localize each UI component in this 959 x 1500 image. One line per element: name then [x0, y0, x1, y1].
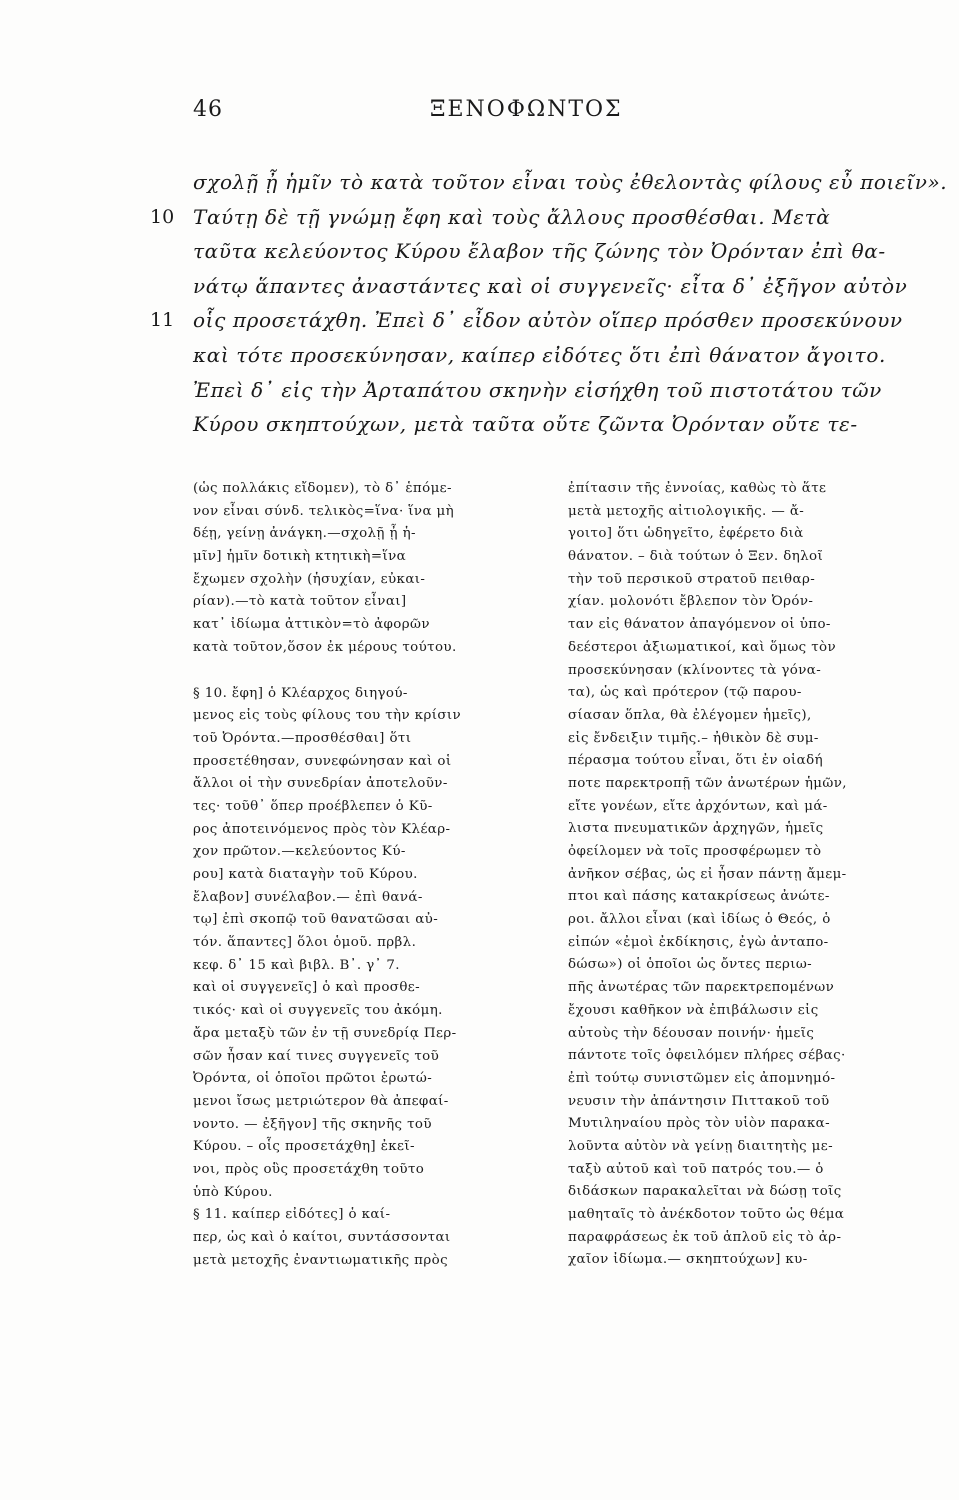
- note-line: λιστα πνευματικῶν ἀρχηγῶν, ἡμεῖς: [568, 821, 824, 837]
- note-line: τα), ὡς καὶ πρότερον (τῷ παρου-: [568, 685, 802, 701]
- note-line: χίαν. μολονότι ἔβλεπον τὸν Ὀρόν-: [568, 594, 814, 610]
- line-number: 10: [150, 205, 175, 228]
- note-line: ὀφείλομεν νὰ τοῖς προσφέρωμεν τὸ: [568, 844, 822, 859]
- note-line: ἐπίτασιν τῆς ἐννοίας, καθὼς τὸ ἅτε: [568, 481, 827, 496]
- main-greek-text: [150, 165, 948, 442]
- note-line: τῳ] ἐπὶ σκοπῷ τοῦ θανατῶσαι αὐ-: [193, 912, 439, 928]
- line-text: ταῦτα κελεύοντος Κύρου ἔλαβον τῆς ζώνης τὸν Ὀρόνταν ἐπὶ θα-: [193, 239, 886, 264]
- note-line: ταξὺ αὐτοῦ καὶ τοῦ πατρός του.— ὁ: [568, 1161, 824, 1177]
- note-line: προσεκύνησαν (κλίνοντες τὰ γόνα-: [568, 662, 822, 678]
- note-line: μῖν] ἡμῖν δοτικὴ κτητικὴ=ἵνα: [193, 549, 407, 565]
- note-line: εἴτε γονέων, εἴτε ἀρχόντων, καὶ μά-: [568, 798, 828, 814]
- note-line: ρίαν).—τὸ κατὰ τοῦτον εἶναι]: [193, 594, 407, 610]
- note-line: πτοι καὶ πάσης κατακρίσεως ἀνώτε-: [568, 889, 830, 905]
- commentary-right-column: [568, 478, 920, 1272]
- note-line: χον πρῶτον.—κελεύοντος Κύ-: [193, 844, 406, 860]
- note-line: μαθηταῖς τὸ ἀνέκδοτον τοῦτο ὡς θέμα: [568, 1207, 845, 1222]
- note-line: ἔχωμεν σχολὴν (ἡσυχίαν, εὐκαι-: [193, 571, 426, 587]
- text-line: [150, 234, 920, 269]
- line-text: Ἐπεὶ δ᾽ εἰς τὴν Ἀρταπάτου σκηνὴν εἰσήχθη τοῦ πιστοτάτου τῶν: [193, 377, 882, 402]
- note-line: πάντοτε τοῖς ὀφειλόμεν πλήρες σέβας·: [568, 1048, 846, 1064]
- note-line: ἄρα μεταξὺ τῶν ἐν τῇ συνεδρίᾳ Περ-: [193, 1025, 457, 1041]
- note-line: νοντο. — ἐξῆγον] τῆς σκηνῆς τοῦ: [193, 1116, 432, 1132]
- note-line: ρος ἀποτεινόμενος πρὸς τὸν Κλέαρ-: [193, 821, 451, 837]
- text-line: [150, 269, 920, 304]
- note-line: γοιτο] ὅτι ὡδηγεῖτο, ἐφέρετο διὰ: [568, 526, 804, 542]
- note-line: ὑπὸ Κύρου.: [193, 1184, 273, 1200]
- line-text: σχολῇ ᾖ ἡμῖν τὸ κατὰ τοῦτον εἶναι τοὺς ἐθελοντὰς φίλους εὖ ποιεῖν».: [193, 170, 948, 194]
- page-header: [0, 97, 959, 127]
- note-line: τόν. ἅπαντες] ὅλοι ὁμοῦ. πρβλ.: [193, 935, 417, 951]
- note-line: ἐπὶ τούτῳ συνιστῶμεν εἰς ἀπομνημό-: [568, 1070, 836, 1086]
- note-line: πῆς ἀνωτέρας τῶν παρεκτρεπομένων: [568, 980, 835, 996]
- note-line: θάνατον. – διὰ τούτων ὁ Ξεν. δηλοῖ: [568, 549, 824, 565]
- note-line: σῶν ἦσαν καί τινες συγγενεῖς τοῦ: [193, 1048, 440, 1064]
- note-line: παραφράσεως ἐκ τοῦ ἁπλοῦ εἰς τὸ ἀρ-: [568, 1229, 842, 1245]
- text-line: [150, 373, 920, 408]
- note-line: καὶ οἱ συγγενεῖς] ὁ καὶ προσθε-: [193, 980, 421, 996]
- note-line: ταν εἰς θάνατον ἀπαγόμενον οἱ ὑπο-: [568, 617, 831, 633]
- note-line: λοῦντα αὐτὸν νὰ γείνῃ διαιτητὴς με-: [568, 1138, 834, 1154]
- note-line: τοῦ Ὀρόντα.—προσθέσθαι] ὅτι: [193, 730, 412, 746]
- note-line: ροι. ἄλλοι εἶναι (καὶ ἰδίως ὁ Θεός, ὁ: [568, 912, 831, 928]
- note-line: αὐτοὺς τὴν δέουσαν ποινήν· ἡμεῖς: [568, 1025, 815, 1041]
- note-line: προσετέθησαν, συνεφώνησαν καὶ οἱ: [193, 753, 452, 769]
- note-line: τικός· καὶ οἱ συγγενεῖς του ἀκόμη.: [193, 1003, 443, 1019]
- note-line: § 11. καίπερ εἰδότες] ὁ καί-: [193, 1207, 391, 1223]
- note-line: Ὀρόντα, οἱ ὁποῖοι πρῶτοι ἐρωτώ-: [193, 1071, 433, 1087]
- line-number: 11: [150, 309, 175, 332]
- note-line: κατὰ τοῦτον,ὅσον ἐκ μέρους τούτου.: [193, 639, 457, 655]
- line-text: οἷς προσετάχθη. Ἐπεὶ δ᾽ εἶδον αὐτὸν οἵπερ πρόσθεν προσεκύνουν: [193, 308, 903, 333]
- text-line: [150, 165, 948, 200]
- note-line: ἔλαβον] συνέλαβον.— ἐπὶ θανά-: [193, 889, 423, 905]
- note-line: κατ᾽ ἰδίωμα ἀττικὸν=τὸ ἀφορῶν: [193, 617, 430, 633]
- text-line: [150, 200, 920, 235]
- note-line: εἰπών «ἐμοὶ ἐκδίκησις, ἐγὼ ἀνταπο-: [568, 934, 829, 950]
- paragraph-gap: [193, 660, 558, 683]
- note-line: ἄλλοι οἱ τὴν συνεδρίαν ἀποτελοῦν-: [193, 776, 448, 792]
- text-line: [150, 303, 920, 338]
- note-line: διδάσκων παρακαλεῖται νὰ δώσῃ τοῖς: [568, 1184, 842, 1200]
- note-line: πέρασμα τούτου εἶναι, ὅτι ἐν οἱαδή: [568, 753, 824, 769]
- note-line: τὴν τοῦ περσικοῦ στρατοῦ πειθαρ-: [568, 571, 816, 587]
- text-line: [150, 338, 920, 373]
- line-text: νάτῳ ἅπαντες ἀναστάντες καὶ οἱ συγγενεῖς· εἶτα δ᾽ ἐξῆγον αὐτὸν: [193, 273, 908, 298]
- note-line: δέῃ, γείνῃ ἀνάγκη.—σχολῇ ᾖ ἡ-: [193, 526, 416, 542]
- line-text: Κύρου σκηπτούχων, μετὰ ταῦτα οὔτε ζῶντα Ὀρόνταν οὔτε τε-: [193, 412, 858, 437]
- note-line: ἔχουσι καθῆκον νὰ ἐπιβάλωσιν εἰς: [568, 1002, 819, 1018]
- note-line: Μυτιληναίου πρὸς τὸν υἱὸν παρακα-: [568, 1116, 831, 1132]
- note-line: κεφ. δ᾽ 15 καὶ βιβλ. Β᾽. γ᾽ 7.: [193, 957, 400, 973]
- line-text: Ταύτῃ δὲ τῇ γνώμῃ ἔφη καὶ τοὺς ἄλλους προσθέσθαι. Μετὰ: [193, 204, 831, 229]
- note-line: νοι, πρὸς οὓς προσετάχθη τοῦτο: [193, 1161, 425, 1177]
- page-number: 46: [193, 97, 223, 122]
- note-line: ἀνῆκον σέβας, ὡς εἰ ἦσαν πάντῃ ἄμεμ-: [568, 866, 847, 882]
- commentary-left-column: [193, 478, 558, 1272]
- note-line: χαῖον ἰδίωμα.— σκηπτούχων] κυ-: [568, 1252, 808, 1268]
- note-line: περ, ὡς καὶ ὁ καίτοι, συντάσσονται: [193, 1230, 451, 1245]
- text-line: [150, 407, 920, 442]
- running-title: ΞΕΝΟΦΩΝΤΟΣ: [430, 97, 623, 122]
- note-line: εἰς ἔνδειξιν τιμῆς.– ἠθικὸν δὲ συμ-: [568, 730, 819, 746]
- note-line: § 10. ἔφη] ὁ Κλέαρχος διηγού-: [193, 685, 408, 701]
- note-line: μετὰ μετοχῆς ἐναντιωματικῆς πρὸς: [193, 1252, 449, 1268]
- note-line: Κύρου. – οἷς προσετάχθη] ἐκεῖ-: [193, 1139, 415, 1155]
- note-line: μενοι ἴσως μετριώτερον θὰ ἀπεφαί-: [193, 1093, 449, 1109]
- note-line: νευσιν τὴν ἀπάντησιν Πιττακοῦ τοῦ: [568, 1093, 830, 1109]
- note-line: μενος εἰς τοὺς φίλους του τὴν κρίσιν: [193, 708, 462, 724]
- note-line: (ὡς πολλάκις εἴδομεν), τὸ δ᾽ ἑπόμε-: [193, 481, 452, 496]
- note-line: ποτε παρεκτροπῇ τῶν ἀνωτέρων ἡμῶν,: [568, 775, 847, 791]
- note-line: δεέστεροι ἀξιωματικοί, καὶ ὅμως τὸν: [568, 639, 837, 655]
- note-line: σίασαν ὅπλα, θὰ ἐλέγομεν ἡμεῖς),: [568, 707, 812, 723]
- line-text: καὶ τότε προσεκύνησαν, καίπερ εἰδότες ὅτι ἐπὶ θάνατον ἄγοιτο.: [193, 342, 886, 367]
- note-line: νον εἶναι σύνδ. τελικὸς=ἵνα· ἵνα μὴ: [193, 503, 455, 519]
- note-line: τες· τοῦθ᾽ ὅπερ προέβλεπεν ὁ Κῦ-: [193, 798, 433, 814]
- note-line: ρου] κατὰ διαταγὴν τοῦ Κύρου.: [193, 867, 418, 882]
- note-line: δώσω») οἱ ὁποῖοι ὡς ὄντες περιω-: [568, 957, 813, 973]
- note-line: μετὰ μετοχῆς αἰτιολογικῆς. — ἄ-: [568, 503, 805, 519]
